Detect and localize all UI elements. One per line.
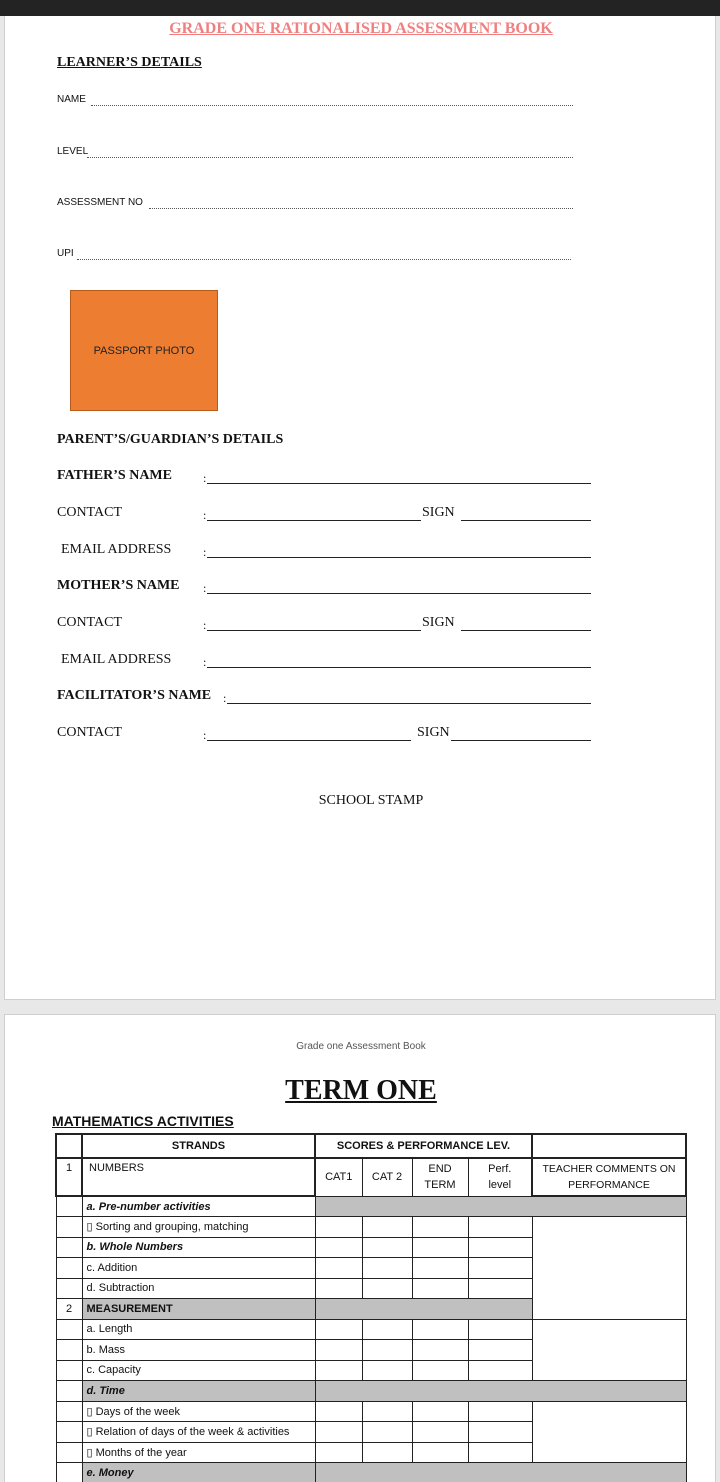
top-bar: [0, 0, 720, 16]
row-label: ▯ Sorting and grouping, matching: [82, 1217, 315, 1238]
colon: :: [203, 545, 207, 559]
facilitator-name-label: FACILITATOR’S NAME: [57, 688, 212, 703]
mother-sign-line: [461, 630, 591, 631]
end-label: END: [428, 1163, 452, 1176]
father-name-line: [207, 483, 591, 484]
header-blank: [56, 1134, 82, 1158]
facilitator-contact-label: CONTACT: [57, 725, 122, 740]
col-cat2: CAT 2: [362, 1158, 412, 1196]
parent-details-heading: PARENT’S/GUARDIAN’S DETAILS: [57, 432, 284, 447]
father-name-label: FATHER’S NAME: [57, 468, 172, 483]
colon: :: [203, 581, 207, 595]
colon: :: [223, 691, 227, 705]
father-sign-label: SIGN: [422, 505, 455, 520]
table-subheader-row: [56, 1158, 686, 1196]
facilitator-name-line: [227, 703, 591, 704]
col-cat1: CAT1: [315, 1158, 362, 1196]
level-line: [87, 157, 573, 158]
row-label: c. Capacity: [82, 1360, 315, 1381]
mother-contact-line: [207, 630, 421, 631]
mother-email-line: [207, 667, 591, 668]
level-label: level: [488, 1179, 512, 1192]
learner-details-heading: LEARNER’S DETAILS: [57, 55, 202, 70]
assessment-no-label: ASSESSMENT NO: [57, 197, 143, 208]
header-strands: STRANDS: [82, 1134, 315, 1158]
page-learner-details: [4, 16, 716, 1000]
subject-heading: MATHEMATICS ACTIVITIES: [52, 1113, 234, 1129]
col-end-term: [412, 1158, 468, 1196]
facilitator-sign-line: [451, 740, 591, 741]
father-contact-line: [207, 520, 421, 521]
colon: :: [203, 728, 207, 742]
passport-photo-label: PASSPORT PHOTO: [93, 344, 195, 357]
row-label: d. Time: [82, 1381, 315, 1402]
colon: :: [203, 471, 207, 485]
strand-number: 1: [56, 1158, 82, 1196]
page-term-one: [4, 1014, 716, 1482]
mother-name-label: MOTHER’S NAME: [57, 578, 180, 593]
perf-label: Perf.: [488, 1163, 512, 1176]
header-scores: SCORES & PERFORMANCE LEV.: [315, 1134, 532, 1158]
term-title: TERM ONE: [285, 1075, 437, 1106]
facilitator-sign-label: SIGN: [417, 725, 450, 740]
mother-name-line: [207, 593, 591, 594]
header-blank-right: [532, 1134, 686, 1158]
mother-contact-label: CONTACT: [57, 615, 122, 630]
comments-label-2: PERFORMANCE: [568, 1179, 650, 1191]
strand-number: 2: [56, 1299, 82, 1320]
name-label: NAME: [57, 94, 86, 105]
row-label: d. Subtraction: [82, 1278, 315, 1299]
term-label: TERM: [424, 1179, 456, 1192]
document-title: GRADE ONE RATIONALISED ASSESSMENT BOOK: [169, 20, 553, 37]
strand-name: NUMBERS: [82, 1158, 315, 1196]
name-line: [91, 105, 573, 106]
table-header-row: [56, 1134, 686, 1158]
row-label: a. Pre-number activities: [82, 1196, 315, 1217]
upi-line: [77, 259, 571, 260]
table-row: [56, 1217, 686, 1238]
row-label: b. Whole Numbers: [82, 1237, 315, 1258]
row-label: ▯ Days of the week: [82, 1401, 315, 1422]
strand-name: MEASUREMENT: [82, 1299, 315, 1320]
father-sign-line: [461, 520, 591, 521]
row-label: ▯ Relation of days of the week & activities: [82, 1422, 315, 1443]
father-email-line: [207, 557, 591, 558]
comments-label-1: TEACHER COMMENTS ON: [542, 1163, 676, 1175]
assessment-no-line: [149, 208, 573, 209]
row-label: b. Mass: [82, 1340, 315, 1361]
upi-label: UPI: [57, 248, 74, 259]
table-row: [56, 1196, 686, 1217]
col-teacher-comments: [532, 1158, 686, 1196]
father-contact-label: CONTACT: [57, 505, 122, 520]
colon: :: [203, 618, 207, 632]
col-perf-level: [468, 1158, 532, 1196]
row-label: c. Addition: [82, 1258, 315, 1279]
father-email-label: EMAIL ADDRESS: [61, 542, 172, 557]
table-row: [56, 1381, 686, 1402]
colon: :: [203, 508, 207, 522]
passport-photo-box: [70, 290, 218, 411]
table-row: [56, 1319, 686, 1340]
level-label: LEVEL: [57, 146, 89, 157]
page-header: Grade one Assessment Book: [296, 1041, 426, 1052]
row-label: e. Money: [82, 1463, 315, 1482]
assessment-table: [55, 1133, 687, 1482]
table-row: [56, 1463, 686, 1482]
school-stamp-label: SCHOOL STAMP: [318, 793, 424, 808]
table-row: [56, 1401, 686, 1422]
mother-email-label: EMAIL ADDRESS: [61, 652, 172, 667]
mother-sign-label: SIGN: [422, 615, 455, 630]
facilitator-contact-line: [207, 740, 411, 741]
row-label: ▯ Months of the year: [82, 1442, 315, 1463]
row-label: a. Length: [82, 1319, 315, 1340]
colon: :: [203, 655, 207, 669]
